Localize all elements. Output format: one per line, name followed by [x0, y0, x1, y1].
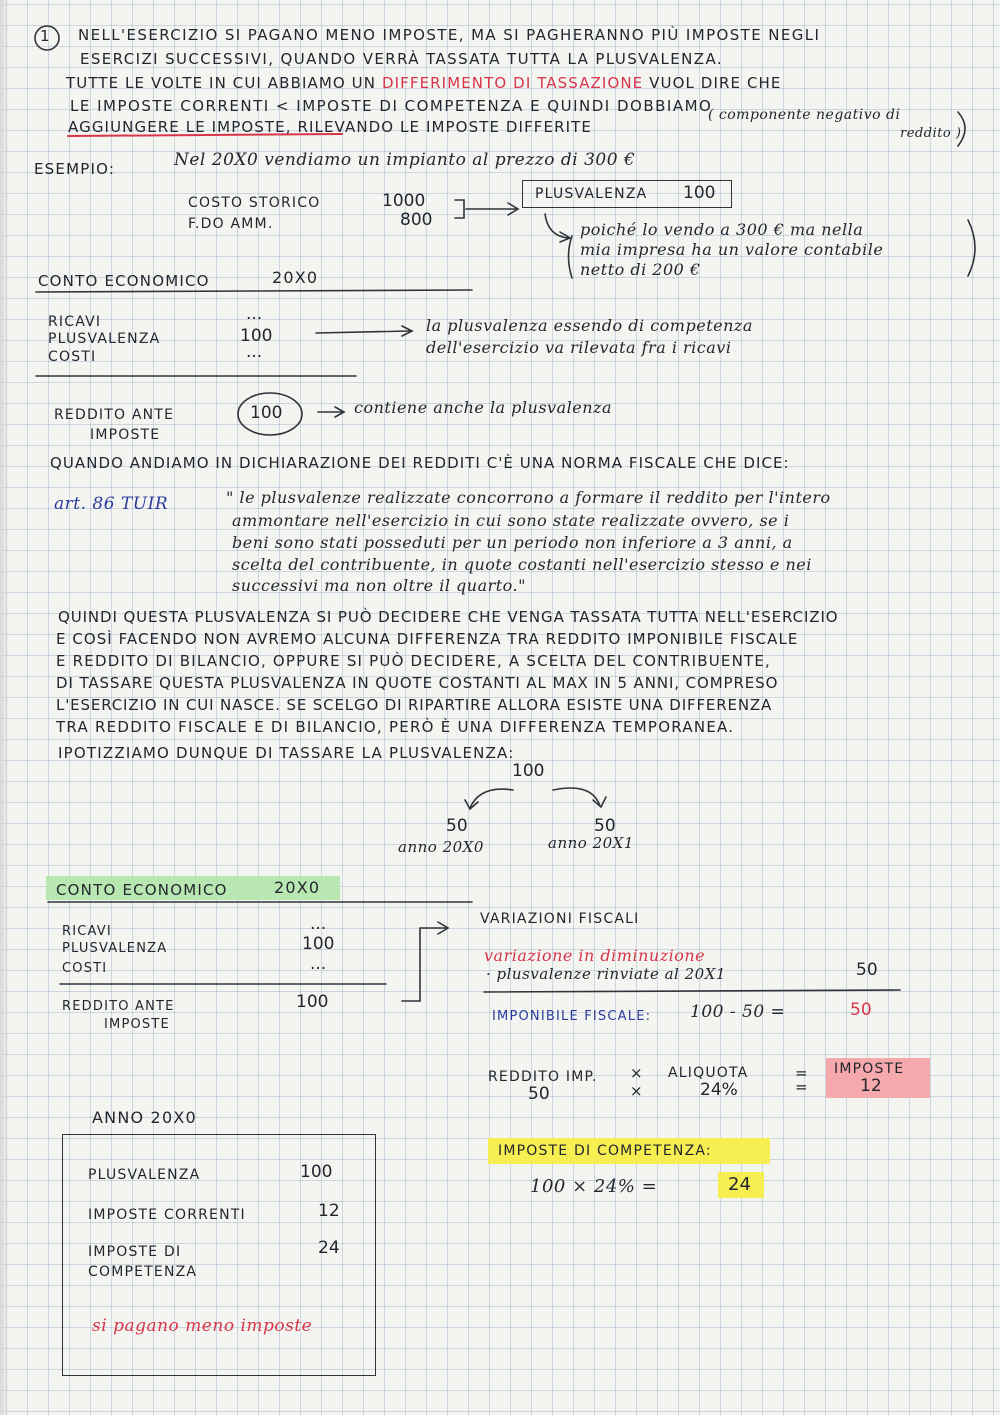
plusvalenza-box	[522, 180, 732, 208]
aggiungere-imposte: AGGIUNGERE LE IMPOSTE	[68, 118, 286, 136]
competenza-calc: 100 × 24% =	[530, 1176, 658, 1197]
ce2-reddito-1: REDDITO ANTE	[62, 999, 175, 1014]
differimento-tassazione: DIFFERIMENTO DI TASSAZIONE	[381, 74, 644, 92]
anno-title: ANNO 20X0	[92, 1108, 197, 1127]
quote-line-2: ammontare nell'esercizio in cui sono state realizzate ovvero, se i	[232, 511, 790, 530]
quote-line-5: successivi ma non oltre il quarto."	[232, 576, 526, 595]
imponibile-label: IMPONIBILE FISCALE:	[492, 1009, 652, 1024]
costo-storico-label: COSTO STORICO	[188, 195, 321, 211]
ce1-reddito-1: REDDITO ANTE	[54, 407, 175, 423]
vendita-note-1: poiché lo vendo a 300 € ma nella	[580, 220, 864, 239]
para-line-1	[66, 76, 782, 91]
ce2-reddito-value: 100	[296, 992, 329, 1012]
para-line-3-end: , RILEVANDO LE IMPOSTE DIFFERITE	[285, 118, 593, 136]
quindi-line-6: TRA REDDITO FISCALE E DI BILANCIO, PERÒ È UNA DIFFERENZA TEMPORANEA.	[56, 718, 735, 736]
intro-line-2: ESERCIZI SUCCESSIVI, QUANDO VERRÀ TASSATA TUTTA LA PLUSVALENZA.	[80, 50, 724, 68]
ce2-plusvalenza: PLUSVALENZA	[62, 941, 168, 956]
anno-imposte-di: IMPOSTE DI	[88, 1244, 182, 1260]
componente-note-1: ( componente negativo di	[708, 107, 901, 123]
ce1-costi-value: ...	[246, 342, 263, 362]
ce2-year: 20X0	[274, 878, 321, 897]
meno-imposte-note: si pagano meno imposte	[92, 1316, 313, 1336]
quote-line-4: scelta del contribuente, in quote costanti nell'esercizio stesso e nei	[232, 555, 812, 574]
ce1-reddito-note: contiene anche la plusvalenza	[354, 398, 612, 417]
fondo-amm-label: F.DO AMM.	[188, 216, 274, 232]
ce1-plusvalenza: PLUSVALENZA	[48, 331, 161, 347]
calc-equals-2: =	[795, 1078, 808, 1096]
para-line-3	[68, 120, 592, 135]
quote-line-1: " le plusvalenze realizzate concorrono a formare il reddito per l'intero	[226, 488, 831, 507]
ipotesi-right-value: 50	[594, 816, 616, 836]
costo-storico-value: 1000	[382, 191, 426, 211]
ce1-reddito-value: 100	[250, 403, 283, 423]
esempio-text: Nel 20X0 vendiamo un impianto al prezzo di 300 €	[174, 150, 636, 170]
plusvalenza-box-value: 100	[683, 183, 716, 203]
vendita-note-2: mia impresa ha un valore contabile	[580, 240, 884, 259]
vendita-note-3: netto di 200 €	[580, 260, 701, 279]
ce1-note-1: la plusvalenza essendo di competenza	[426, 316, 753, 335]
calc-reddito-imp: REDDITO IMP.	[488, 1069, 598, 1085]
para-line-1-start: TUTTE LE VOLTE IN CUI ABBIAMO UN	[66, 74, 377, 92]
anno-imposte-correnti: IMPOSTE CORRENTI	[88, 1207, 246, 1223]
ce1-ricavi: RICAVI	[48, 314, 102, 330]
ipotesi-left-year: anno 20X0	[398, 838, 484, 856]
ce2-costi-value: ...	[310, 954, 327, 974]
ipotesi-right-year: anno 20X1	[548, 834, 634, 852]
ce1-reddito-2: IMPOSTE	[90, 427, 161, 443]
ce2-reddito-2: IMPOSTE	[104, 1017, 170, 1032]
variazione-diminuzione: variazione in diminuzione	[484, 946, 706, 965]
calc-imposte-value: 12	[860, 1076, 882, 1096]
ce1-note-2: dell'esercizio va rilevata fra i ricavi	[426, 338, 732, 357]
fondo-amm-value: 800	[400, 210, 433, 230]
quindi-line-5: L'ESERCIZIO IN CUI NASCE. SE SCELGO DI RIPARTIRE ALLORA ESISTE UNA DIFFERENZA	[56, 696, 773, 714]
ce1-costi: COSTI	[48, 349, 97, 365]
ipotesi-left-value: 50	[446, 816, 468, 836]
esempio-label: ESEMPIO:	[34, 160, 116, 178]
ce1-plusvalenza-value: 100	[240, 326, 273, 346]
ce2-costi: COSTI	[62, 961, 108, 976]
imponibile-calc: 100 - 50 =	[690, 1002, 786, 1022]
plusvalenze-rinviate: · plusvalenze rinviate al 20X1	[486, 965, 726, 983]
quindi-line-3: E REDDITO DI BILANCIO, OPPURE SI PUÒ DECIDERE, A SCELTA DEL CONTRIBUENTE,	[56, 652, 771, 670]
anno-competenza: COMPETENZA	[88, 1264, 198, 1280]
intro-line-1: NELL'ESERCIZIO SI PAGANO MENO IMPOSTE, MA SI PAGHERANNO PIÙ IMPOSTE NEGLI	[78, 26, 821, 44]
anno-plusvalenza-value: 100	[300, 1162, 333, 1182]
calc-times-2: ×	[630, 1082, 643, 1100]
calc-aliquota: ALIQUOTA	[668, 1065, 749, 1081]
quindi-line-1: QUINDI QUESTA PLUSVALENZA SI PUÒ DECIDERE CHE VENGA TASSATA TUTTA NELL'ESERCIZIO	[58, 608, 839, 626]
plusvalenza-box-label: PLUSVALENZA	[535, 186, 648, 202]
anno-imposte-competenza-value: 24	[318, 1238, 340, 1258]
ce2-plusvalenza-value: 100	[302, 934, 335, 954]
ce1-year: 20X0	[272, 268, 319, 287]
ipotesi-text: IPOTIZZIAMO DUNQUE DI TASSARE LA PLUSVALENZA:	[58, 744, 515, 762]
calc-imposte: IMPOSTE	[834, 1061, 905, 1077]
ipotesi-total: 100	[512, 761, 545, 781]
ce1-title: CONTO ECONOMICO	[38, 272, 210, 290]
imponibile-result: 50	[850, 1000, 872, 1020]
calc-aliquota-value: 24%	[700, 1080, 738, 1100]
section-number: 1	[40, 27, 50, 45]
para-line-1-end: VUOL DIRE CHE	[649, 74, 782, 92]
calc-times-1: ×	[630, 1064, 643, 1082]
ce2-ricavi-value: ...	[310, 914, 327, 934]
calc-equals-1: =	[795, 1064, 808, 1082]
ce1-ricavi-value: ...	[246, 304, 263, 324]
para-line-2: LE IMPOSTE CORRENTI < IMPOSTE DI COMPETENZA E QUINDI DOBBIAMO	[70, 97, 713, 115]
quindi-line-2: E COSÌ FACENDO NON AVREMO ALCUNA DIFFERENZA TRA REDDITO IMPONIBILE FISCALE	[56, 630, 799, 648]
calc-reddito-value: 50	[528, 1084, 550, 1104]
norma-intro: QUANDO ANDIAMO IN DICHIARAZIONE DEI REDDITI C'È UNA NORMA FISCALE CHE DICE:	[50, 454, 790, 472]
art-86-tuir: art. 86 TUIR	[54, 494, 169, 514]
plusvalenze-rinviate-value: 50	[856, 960, 878, 980]
ce2-title: CONTO ECONOMICO	[56, 881, 228, 899]
competenza-result: 24	[728, 1174, 751, 1195]
componente-note-2: reddito )	[900, 126, 962, 141]
anno-plusvalenza: PLUSVALENZA	[88, 1167, 201, 1183]
quote-line-3: beni sono stati posseduti per un periodo non inferiore a 3 anni, a	[232, 533, 793, 552]
anno-imposte-correnti-value: 12	[318, 1201, 340, 1221]
competenza-title: IMPOSTE DI COMPETENZA:	[498, 1143, 712, 1159]
quindi-line-4: DI TASSARE QUESTA PLUSVALENZA IN QUOTE COSTANTI AL MAX IN 5 ANNI, COMPRESO	[56, 674, 779, 692]
variazioni-title: VARIAZIONI FISCALI	[480, 911, 640, 927]
ce2-ricavi: RICAVI	[62, 924, 112, 939]
